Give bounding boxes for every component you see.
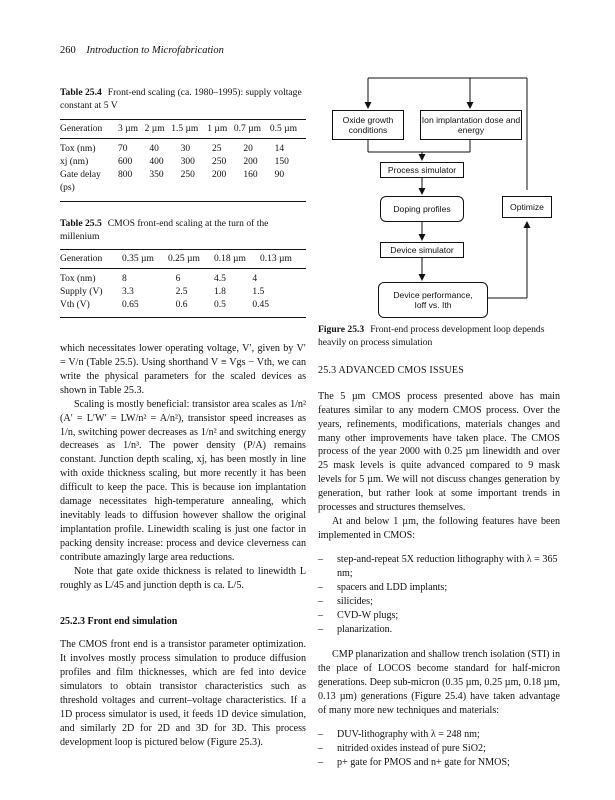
paragraph: CMP planarization and shallow trench isolation (STI) in the place of LOCOS become standard for half-micron generations. Deep sub-micron (0.35 µm, 0.25 µm, 0.18 µm, 0.13 µm) generations (Figure 25.4) have taken advantage of many more new techniques and materials: (318, 649, 560, 717)
table-cell: 150 (274, 157, 289, 168)
table-cell: 350 (149, 170, 164, 181)
table-caption-text: CMOS front-end scaling at the turn of the millenium (60, 218, 269, 242)
table-cell: 0.45 (252, 300, 269, 311)
paragraph: The CMOS front end is a transistor parameter optimization. It involves mostly process simulation to produce diffusion profiles and film thicknesses, which are fed into device simulators to obtain transistor characteristics such as threshold voltages and current–voltage characteristics. If a 1D process simulator is used, it feeds 1D device simulation, and similarly 2D for 2D and 3D for 3D. This process development loop is pictured below (Figure 25.3). (60, 639, 306, 748)
table-body (60, 143, 306, 195)
table-cell: 2.5 (175, 287, 188, 298)
table-cell: 90 (274, 170, 285, 181)
subsection-heading: 25.2.3 Front end simulation (60, 615, 178, 627)
table-label: Table 25.4 (60, 87, 102, 98)
column-header: Generation (60, 254, 103, 264)
table-header-row (60, 253, 306, 266)
column-header: 3 µm (118, 124, 138, 134)
list-item: – spacers and LDD implants; (318, 581, 560, 595)
running-title: Introduction to Microfabrication (86, 45, 224, 56)
table-cell: 400 (149, 157, 164, 168)
row-label: Vth (V) (60, 300, 90, 311)
table-body (60, 273, 306, 312)
table-cell (181, 182, 212, 195)
column-header: 2 µm (144, 124, 165, 134)
table-cell (212, 182, 243, 195)
row-label: Gate delay (60, 170, 101, 181)
column-header: 0.13 µm (260, 254, 292, 264)
table-cell: 3.3 (122, 287, 134, 298)
table-caption-text: Front-end scaling (ca. 1980–1995): supply voltage constant at 5 V (60, 87, 302, 111)
box-process-simulator: Process simulator (380, 162, 464, 178)
table-cell: 4.5 (213, 274, 226, 285)
box-ion-implantation: Ion implantation dose and energy (420, 110, 522, 140)
column-header: 1.5 µm (171, 124, 199, 134)
paragraph: Scaling is mostly beneficial: transistor area scales as 1/n² (A′ = L′W′ = LW/n² = A/n²), transistor speed increases as 1/n, switching power decreases as 1/n² and switching energy decreases as 1/n³. The power density (P/A) remains constant. Junction depth scaling, xj, has been mostly in line with oxide thickness scaling, but more recently it has been difficult to keep the pace. This is because ion implantation damage necessitates high-temperature annealing, which inevitably leads to diffusion however shallow the original implantation profile. Linewidth scaling is just one factor in packing density increase: process and device cleverness can contribute amazingly large area reductions. (60, 398, 306, 563)
table-cell: 25 (211, 144, 222, 155)
table-25-5 (60, 249, 306, 318)
table-cell: 70 (118, 144, 128, 155)
table-25-4-caption (60, 87, 306, 113)
table-row (60, 273, 306, 286)
section-heading: 25.3 ADVANCED CMOS ISSUES (318, 365, 464, 376)
column-header: 0.5 µm (269, 124, 298, 134)
list-item: – step-and-repeat 5X reduction lithography with λ = 365 nm; (318, 553, 560, 581)
list-item: – nitrided oxides instead of pure SiO2; (318, 742, 560, 756)
figure-25-3-caption (318, 324, 560, 350)
table-cell: 250 (180, 170, 195, 181)
table-cell (149, 182, 180, 195)
performance-line-1: Device performance, (393, 289, 473, 300)
figure-25-3 (316, 72, 556, 322)
table-cell: 800 (118, 170, 133, 181)
table-cell: 6 (175, 274, 181, 285)
paragraph: The 5 µm CMOS process presented above has main features similar to any modern CMOS process. Over the years, refinements, modifications, materials changes and many other improvements have taken place. The CMOS process of the year 2000 with 0.25 µm linewidth and over 25 mask levels is quite advanced compared to 9 mask levels for 5 µm. We will not discuss changes generation by generation, but rather look at some important trends in processes and structures themselves. (318, 390, 560, 514)
table-header-row (60, 123, 306, 136)
paragraph: which necessitates lower operating voltage, V′, given by V′ = V/n (Table 25.5). Using shorthand V ≡ Vgs − Vth, we can write the physical parameters for the scaled devices as shown in Table 25.3. (60, 343, 306, 396)
table-row (60, 182, 306, 195)
column-header: 0.7 µm (233, 124, 261, 134)
row-label: Supply (V) (60, 287, 103, 298)
paragraph: Note that gate oxide thickness is related to linewidth L roughly as L/45 and junction depth is ca. L/5. (60, 565, 306, 591)
list-item: – p+ gate for PMOS and n+ gate for NMOS; (318, 756, 560, 770)
table-cell: 0.65 (122, 300, 139, 311)
table-cell: 8 (122, 274, 127, 285)
list-item: – planarization. (318, 623, 560, 637)
table-cell: 0.5 (213, 300, 226, 311)
row-label: xj (nm) (60, 157, 89, 168)
box-oxide-growth: Oxide growth conditions (332, 110, 404, 140)
table-cell: 200 (211, 170, 227, 181)
box-device-performance (378, 282, 488, 318)
running-header (60, 44, 224, 58)
box-doping-profiles: Doping profiles (380, 196, 464, 222)
row-label: (ps) (60, 183, 75, 194)
table-cell: 30 (180, 144, 191, 155)
table-row (60, 143, 306, 156)
table-row (60, 169, 306, 182)
performance-line-2: Ioff vs. Ith (414, 300, 452, 310)
table-cell: 14 (274, 144, 285, 155)
table-cell: 200 (243, 157, 258, 168)
list-item: – silicides; (318, 595, 560, 609)
row-label: Tox (nm) (60, 144, 96, 155)
column-header: 1 µm (207, 124, 228, 134)
column-header: 0.25 µm (168, 254, 200, 264)
table-row (60, 299, 306, 312)
feature-list-1 (318, 553, 560, 637)
list-item: – CVD-W plugs; (318, 609, 560, 623)
table-cell (275, 182, 306, 195)
table-cell: 40 (149, 144, 159, 155)
figure-caption-text: Front-end process development loop depends heavily on process simulation (318, 324, 545, 348)
paragraph: At and below 1 µm, the following features have been implemented in CMOS: (318, 516, 560, 542)
left-column-text (60, 342, 306, 750)
table-row (60, 286, 306, 299)
table-25-5-caption (60, 218, 306, 244)
table-cell (243, 182, 274, 195)
table-cell: 4 (252, 274, 258, 285)
table-cell: 250 (211, 157, 227, 168)
column-header: 0.18 µm (214, 254, 246, 264)
list-item: – DUV-lithography with λ = 248 nm; (318, 728, 560, 742)
table-cell: 600 (118, 157, 133, 168)
table-cell: 1.8 (213, 287, 226, 298)
table-row (60, 156, 306, 169)
table-cell: 1.5 (252, 287, 265, 298)
table-cell: 0.6 (175, 300, 188, 311)
page-number: 260 (60, 45, 76, 56)
table-cell: 20 (243, 144, 253, 155)
table-25-4 (60, 119, 306, 202)
box-optimize: Optimize (502, 196, 552, 218)
box-device-simulator: Device simulator (380, 242, 464, 258)
figure-label: Figure 25.3 (318, 324, 365, 335)
column-header: 0.35 µm (122, 254, 154, 264)
table-cell (118, 182, 149, 195)
table-cell: 300 (180, 157, 195, 168)
row-label: Tox (nm) (60, 274, 96, 285)
table-label: Table 25.5 (60, 218, 102, 229)
table-cell: 160 (243, 170, 258, 181)
feature-list-2 (318, 728, 560, 770)
column-header: Generation (60, 124, 103, 134)
right-column-text (318, 364, 560, 770)
